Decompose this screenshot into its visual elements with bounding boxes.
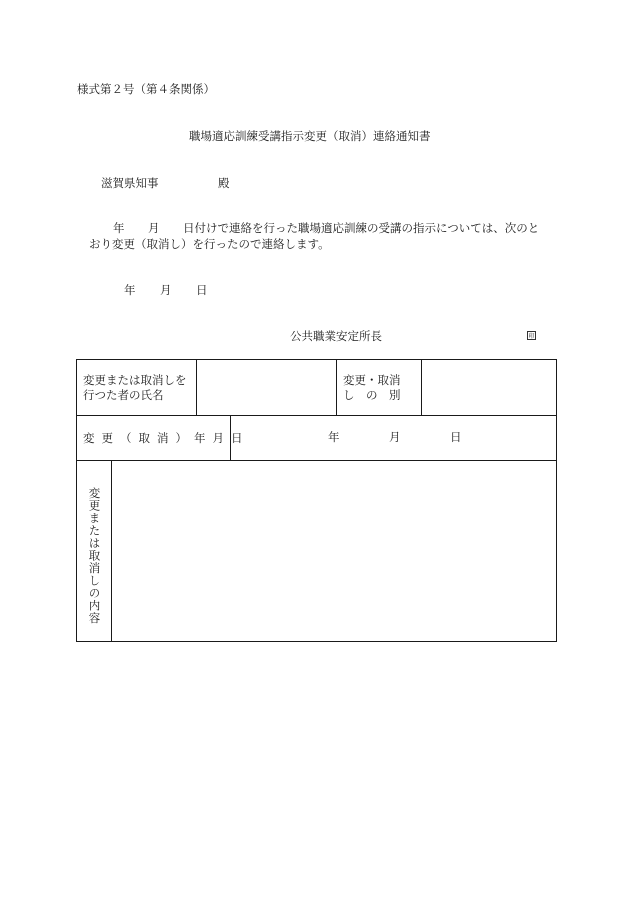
change-date-month: 月 [389,430,401,444]
form-row-name [77,360,557,416]
label-change-content: 変更または取消しの内容 [87,487,102,625]
issue-date-day: 日 [196,283,208,297]
form-number: 様式第２号（第４条関係） [77,82,215,96]
label-change-date: 変更（取消）年月日 [83,430,250,445]
signer-title: 公共職業安定所長 [290,329,382,343]
change-type-field[interactable] [422,360,557,416]
label-change-type: 変更・取消 し の 別 [343,372,401,402]
issue-date-year: 年 [124,283,136,297]
change-date-field[interactable] [231,416,557,461]
body-month: 月 [148,221,160,235]
label-changer-name: 変更または取消しを 行つた者の氏名 [83,372,187,402]
label-change-type-cell [337,360,422,416]
label-change-date-cell [77,416,250,461]
label-changer-name-cell [77,360,197,416]
document-title: 職場適応訓練受講指示変更（取消）連絡通知書 [189,129,431,143]
notification-form-table [76,359,557,642]
changer-name-field[interactable] [197,360,337,416]
seal-mark: 印 [528,333,535,340]
form-row-content [77,461,557,642]
body-year: 年 [113,221,125,235]
body-line1-text: 日付けで連絡を行った職場適応訓練の受講の指示については、次のと [183,221,540,235]
change-date-day: 日 [450,430,462,444]
change-date-year: 年 [328,430,340,444]
body-line2-text: おり変更（取消し）を行ったので連絡します。 [89,237,330,251]
issue-date-month: 月 [160,283,172,297]
form-row-date [77,416,557,461]
label-change-content-cell [77,461,112,642]
change-content-field[interactable] [112,461,557,642]
addressee-honorific: 殿 [218,176,230,190]
addressee-name: 滋賀県知事 [101,176,159,190]
